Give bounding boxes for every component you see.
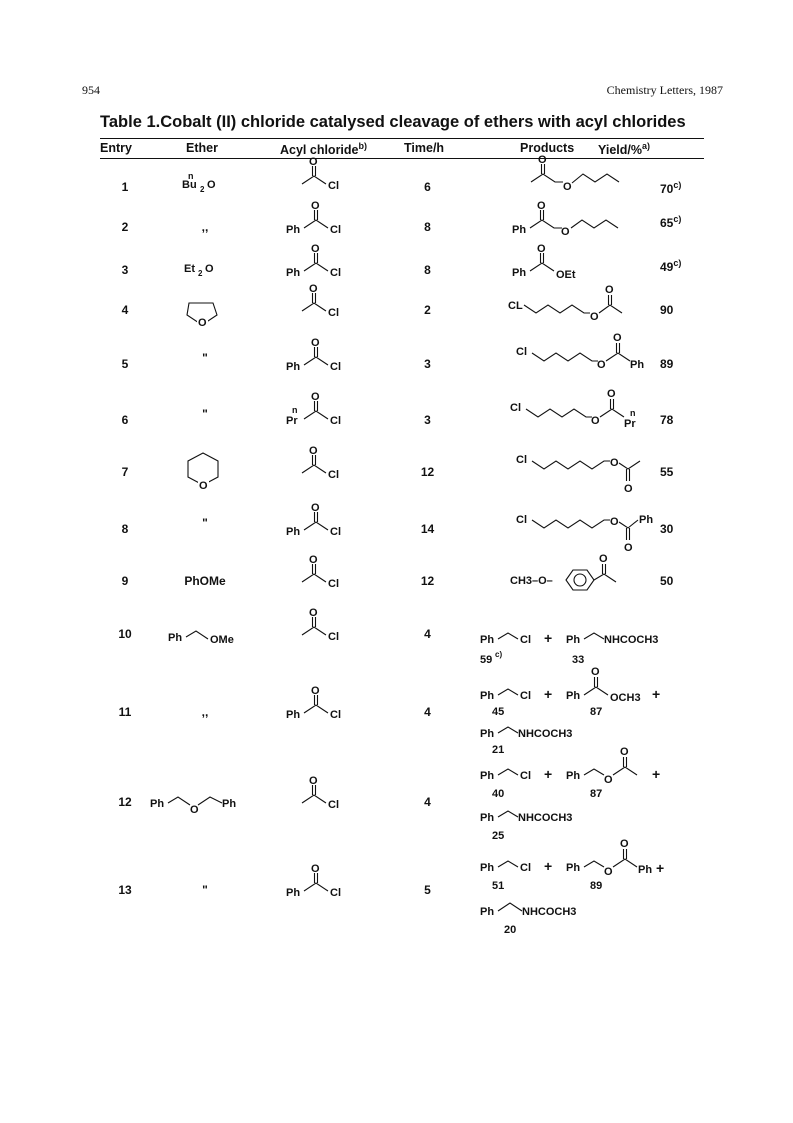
product-yield (660, 357, 700, 371)
phenyl-label: Ph (566, 690, 581, 702)
phenyl-label: Ph (630, 359, 645, 371)
acyl-structure (296, 775, 366, 821)
ester-oxygen: O (561, 226, 570, 238)
yield-value: 59 (480, 654, 493, 666)
yield-value: 87 (590, 788, 603, 800)
col-time: Time/h (404, 141, 445, 155)
entry-number: 5 (121, 357, 129, 371)
col-yield-label: Yield/% (598, 143, 642, 158)
plus-sign: + (544, 686, 553, 702)
yield-value: 89 (590, 880, 603, 892)
chlorine-label: Cl (330, 526, 341, 538)
ether-structure (168, 625, 258, 649)
carbonyl-oxygen: O (311, 863, 320, 875)
carbonyl-oxygen: O (309, 445, 318, 457)
ether-oxygen: O (190, 804, 199, 816)
ether-thf-ring (183, 293, 223, 329)
carbonyl-oxygen: O (309, 607, 318, 619)
phenyl-label: Ph (222, 798, 237, 810)
ether-label: PhOMe (184, 574, 226, 588)
reaction-time: 8 (424, 263, 431, 277)
carbonyl-oxygen: O (624, 542, 633, 554)
phenyl-label: Ph (286, 709, 301, 721)
product-yield (660, 214, 700, 230)
ester-oxygen: O (604, 774, 613, 786)
ethoxy-label: OEt (556, 269, 576, 281)
product-structure (508, 284, 648, 327)
entry-number: 6 (121, 413, 129, 427)
phenyl-label: Ph (286, 361, 301, 373)
reaction-time: 4 (424, 705, 431, 719)
product-yield (660, 258, 700, 274)
yield-value: 45 (492, 706, 505, 718)
phenyl-label: Ph (566, 634, 581, 646)
ether-oxygen: O (207, 179, 216, 191)
ether-oxygen: O (205, 263, 214, 275)
chlorine-label: Cl (516, 514, 527, 526)
carbonyl-oxygen: O (613, 332, 622, 344)
footnote-c: c) (673, 180, 682, 190)
chlorine-label: Cl (328, 307, 339, 319)
plus-sign: + (652, 686, 661, 702)
carbonyl-oxygen: O (311, 685, 320, 697)
reaction-time: 2 (424, 303, 431, 317)
entry-number: 2 (121, 220, 129, 234)
phenyl-label: Ph (150, 798, 165, 810)
reaction-time: 3 (424, 413, 431, 427)
carbonyl-oxygen: O (620, 746, 629, 758)
reaction-time: 8 (424, 220, 431, 234)
phenyl-label: Ph (480, 862, 495, 874)
acyl-structure (286, 685, 366, 731)
chlorine-label: Cl (328, 631, 339, 643)
phenyl-label: Ph (512, 267, 527, 279)
product-structure (525, 154, 635, 202)
carbonyl-oxygen: O (624, 483, 633, 495)
reaction-time: 5 (424, 883, 431, 897)
phenyl-label: Ph (480, 634, 495, 646)
acyl-structure (286, 502, 366, 548)
acyl-structure (296, 445, 366, 491)
phenyl-label: Ph (286, 224, 301, 236)
chlorine-label: Cl (328, 180, 339, 192)
plus-sign: + (544, 630, 553, 646)
carbonyl-oxygen: O (537, 200, 546, 212)
chlorine-label: Cl (516, 346, 527, 358)
methoxy-label: OMe (210, 634, 234, 646)
table-header-rule (100, 158, 704, 159)
amide-label: NHCOCH3 (518, 812, 573, 824)
carbonyl-oxygen: O (599, 553, 608, 565)
carbonyl-oxygen: O (309, 554, 318, 566)
ether-ditto: " (202, 883, 208, 897)
entry-number: 4 (121, 303, 129, 317)
yield-value: 33 (572, 654, 585, 666)
acyl-structure (286, 391, 366, 441)
carbonyl-oxygen: O (309, 156, 318, 168)
journal-title: Chemistry Letters, 1987 (606, 83, 723, 97)
plus-sign: + (652, 766, 661, 782)
yield-value: 70 (660, 182, 674, 196)
ether-ditto: ,, (201, 220, 209, 234)
product-structure (512, 200, 632, 246)
footnote-c: c) (495, 650, 503, 659)
ring-oxygen: O (198, 317, 207, 329)
phenyl-label: Ph (286, 526, 301, 538)
methyl-ester-label: OCH3 (610, 692, 641, 704)
product-structure (480, 833, 690, 948)
ester-oxygen: O (604, 866, 613, 878)
acyl-structure (286, 863, 366, 909)
table-top-rule (100, 138, 704, 139)
col-products: Products (520, 141, 575, 155)
ester-oxygen: O (563, 181, 572, 193)
reaction-time: 14 (420, 522, 435, 536)
chlorine-label: Cl (330, 709, 341, 721)
carbonyl-oxygen: O (620, 838, 629, 850)
product-yield (660, 465, 700, 479)
yield-value: 25 (492, 830, 505, 842)
footnote-c: c) (673, 214, 682, 224)
carbonyl-oxygen: O (591, 666, 600, 678)
chlorine-label: Cl (520, 690, 531, 702)
entry-number: 3 (121, 263, 129, 277)
entry-number: 8 (121, 522, 129, 536)
entry-number: 13 (118, 883, 132, 897)
chlorine-label: Cl (328, 469, 339, 481)
reaction-time: 6 (424, 180, 431, 194)
ether-subscript: 2 (200, 185, 205, 194)
amide-label: NHCOCH3 (518, 728, 573, 740)
propyl-n-prefix: n (630, 408, 636, 418)
ether-label: Bu (182, 179, 197, 191)
ether-ditto: " (202, 407, 208, 421)
amide-label: NHCOCH3 (522, 906, 577, 918)
col-yield (598, 141, 650, 157)
phenyl-label: Ph (168, 632, 183, 644)
carbonyl-oxygen: O (605, 284, 614, 296)
carbonyl-oxygen: O (311, 243, 320, 255)
phenyl-label: Ph (286, 267, 301, 279)
carbonyl-oxygen: O (311, 337, 320, 349)
col-acyl-chloride (280, 141, 367, 157)
yield-value: 55 (660, 465, 674, 479)
propyl-label: Pr (624, 418, 636, 430)
carbonyl-oxygen: O (311, 391, 320, 403)
product-yield (660, 574, 700, 588)
page-number: 954 (82, 83, 100, 97)
ether-ditto: " (202, 351, 208, 365)
yield-value: 89 (660, 357, 674, 371)
phenyl-label: Ph (512, 224, 527, 236)
product-yield (660, 413, 700, 427)
carbonyl-oxygen: O (538, 154, 547, 166)
ester-oxygen: O (591, 415, 600, 427)
col-ether: Ether (186, 141, 218, 155)
footnote-b: b) (358, 141, 367, 151)
propyl-n-prefix: n (292, 405, 298, 415)
chlorine-label: Cl (330, 415, 341, 427)
chlorine-label: Cl (516, 454, 527, 466)
reaction-time: 4 (424, 627, 431, 641)
product-yield (660, 180, 700, 196)
reaction-time: 3 (424, 357, 431, 371)
carbonyl-oxygen: O (309, 283, 318, 295)
acyl-structure (296, 607, 366, 653)
product-structure (512, 243, 592, 289)
ester-oxygen: O (590, 311, 599, 323)
propyl-label: Pr (286, 415, 298, 427)
phenyl-label: Ph (639, 514, 654, 526)
yield-value: 30 (660, 522, 674, 536)
ether-thp-ring (185, 451, 225, 495)
ether-ditto: " (202, 516, 208, 530)
entry-number: 9 (121, 574, 129, 588)
yield-value: 49 (660, 260, 674, 274)
yield-value: 78 (660, 413, 674, 427)
chlorine-label: Cl (330, 361, 341, 373)
carbonyl-oxygen: O (311, 200, 320, 212)
yield-value: 51 (492, 880, 505, 892)
carbonyl-oxygen: O (311, 502, 320, 514)
yield-value: 90 (660, 303, 674, 317)
ether-structure (150, 791, 270, 821)
plus-sign: + (544, 858, 553, 874)
phenyl-label: Ph (480, 812, 495, 824)
product-yield (660, 522, 700, 536)
phenyl-label: Ph (480, 690, 495, 702)
phenyl-label: Ph (480, 906, 495, 918)
amide-label: NHCOCH3 (604, 634, 659, 646)
phenyl-label: Ph (480, 770, 495, 782)
ring-oxygen: O (199, 480, 208, 492)
reaction-time: 4 (424, 795, 431, 809)
phenyl-label: Ph (480, 728, 495, 740)
ether-structure (182, 260, 242, 280)
yield-value: 87 (590, 706, 603, 718)
footnote-c: c) (673, 258, 682, 268)
product-structure (510, 554, 650, 602)
yield-value: 40 (492, 788, 505, 800)
carbonyl-oxygen: O (607, 388, 616, 400)
chlorine-label: Cl (520, 770, 531, 782)
ester-oxygen: O (597, 359, 606, 371)
product-yield (660, 303, 700, 317)
yield-value: 50 (660, 574, 674, 588)
product-structure (516, 332, 656, 385)
entry-number: 10 (118, 627, 132, 641)
reaction-time: 12 (420, 574, 435, 588)
carbonyl-oxygen: O (309, 775, 318, 787)
phenyl-label: Ph (286, 887, 301, 899)
chlorine-label: Cl (328, 578, 339, 590)
product-structure (510, 388, 660, 441)
phenyl-label: Ph (566, 770, 581, 782)
entry-number: 1 (121, 180, 129, 194)
phenyl-label: Ph (566, 862, 581, 874)
yield-value: 65 (660, 216, 674, 230)
footnote-a: a) (642, 141, 651, 151)
chlorine-label: Cl (330, 224, 341, 236)
ester-oxygen: O (610, 457, 619, 469)
acyl-structure (286, 243, 366, 289)
chlorine-label: Cl (520, 634, 531, 646)
chlorine-label: Cl (510, 402, 521, 414)
ester-oxygen: O (610, 516, 619, 528)
entry-number: 11 (118, 705, 132, 719)
acyl-structure (286, 200, 366, 246)
chlorine-label: Cl (328, 799, 339, 811)
entry-number: 7 (121, 465, 129, 479)
acyl-structure (286, 337, 366, 383)
product-structure (516, 454, 656, 503)
chlorine-label: Cl (330, 887, 341, 899)
yield-value: 21 (492, 744, 505, 756)
chlorine-label: CL (508, 300, 523, 312)
ether-ditto: ,, (201, 705, 209, 719)
col-entry: Entry (100, 141, 132, 155)
ether-n-prefix: n (188, 171, 194, 181)
acyl-structure (296, 554, 366, 600)
acyl-structure (296, 156, 366, 202)
col-acyl-label: Acyl chloride (280, 143, 359, 158)
yield-value: 20 (504, 924, 517, 936)
ether-label: Et (184, 263, 195, 275)
reaction-time: 12 (420, 465, 435, 479)
methoxy-label: CH3–O– (510, 575, 553, 587)
product-structure (480, 627, 680, 667)
chlorine-label: Cl (520, 862, 531, 874)
table-title: Table 1.Cobalt (II) chloride catalysed cleavage of ethers with acyl chlorides (100, 113, 686, 131)
ether-subscript: 2 (198, 269, 203, 278)
plus-sign: + (656, 860, 665, 876)
entry-number: 12 (118, 795, 132, 809)
ether-structure (180, 170, 250, 200)
plus-sign: + (544, 766, 553, 782)
chlorine-label: Cl (330, 267, 341, 279)
acyl-structure (296, 283, 366, 329)
phenyl-label: Ph (638, 864, 653, 876)
carbonyl-oxygen: O (537, 243, 546, 255)
